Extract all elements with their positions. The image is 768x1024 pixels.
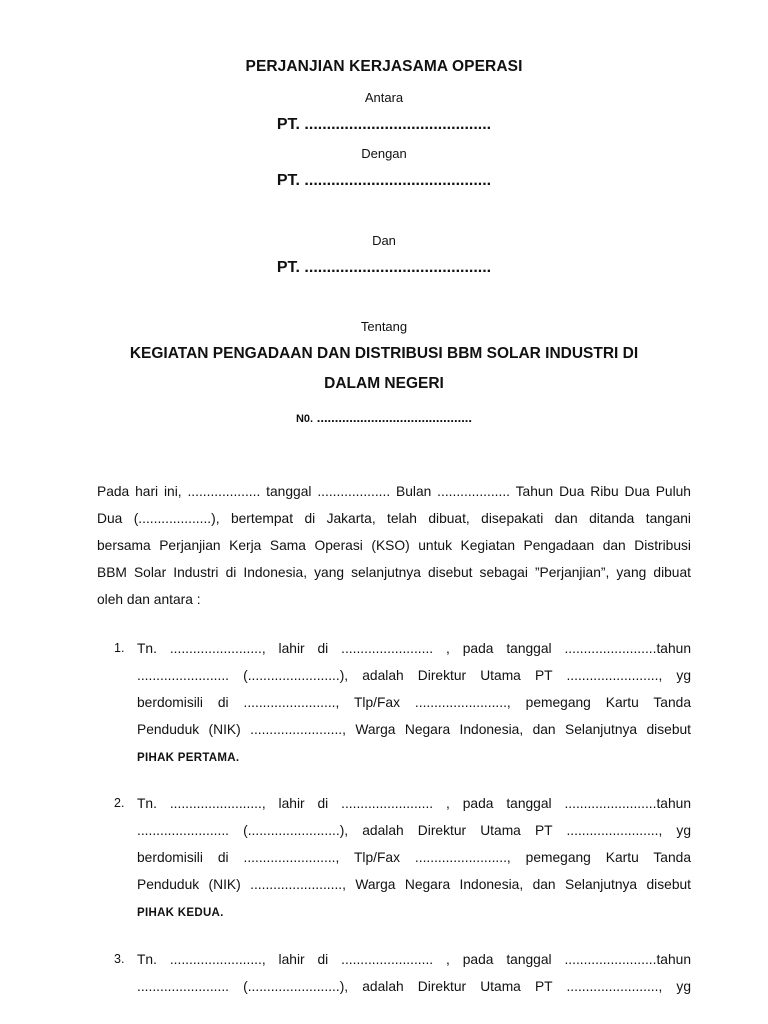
party-designation-line bbox=[137, 743, 691, 770]
party-designation-line bbox=[137, 898, 691, 925]
subject-line-2: DALAM NEGERI bbox=[324, 375, 444, 392]
list-number: 1. bbox=[114, 641, 125, 655]
party-line: Tn. ........................, lahir di ........................ , pada tanggal ........................tahun bbox=[137, 641, 691, 656]
party-1-name: PT. .......................................... bbox=[276, 116, 492, 133]
document-number-dots: ........................................... bbox=[316, 410, 473, 425]
party-line: Penduduk (NIK) ........................, Warga Negara Indonesia, dan Selanjutnya disebut bbox=[137, 877, 691, 892]
party-2-description bbox=[137, 790, 691, 925]
document-title: PERJANJIAN KERJASAMA OPERASI bbox=[245, 58, 523, 75]
intro-line: bersama Perjanjian Kerja Sama Operasi (KSO) untuk Kegiatan Pengadaan dan Distribusi bbox=[97, 538, 691, 553]
party-designation: PIHAK KEDUA. bbox=[137, 907, 224, 919]
party-designation: PIHAK PERTAMA. bbox=[137, 752, 240, 764]
intro-line: oleh dan antara : bbox=[97, 592, 201, 607]
party-1-description bbox=[137, 635, 691, 770]
party-line: ........................ (........................), adalah Direktur Utama PT ........................, yg bbox=[137, 668, 691, 683]
intro-paragraph bbox=[97, 478, 691, 613]
list-number: 3. bbox=[114, 952, 125, 966]
document-number bbox=[0, 410, 768, 425]
list-number: 2. bbox=[114, 796, 125, 810]
intro-line: Dua (...................), bertempat di Jakarta, telah dibuat, disepakati dan ditanda tangani bbox=[97, 511, 691, 526]
document-number-prefix: N0. bbox=[295, 413, 314, 425]
intro-line: BBM Solar Industri di Indonesia, yang selanjutnya disebut sebagai ”Perjanjian”, yang dibuat bbox=[97, 565, 691, 580]
dan-label: Dan bbox=[372, 233, 396, 248]
party-line: ........................ (........................), adalah Direktur Utama PT ........................, yg bbox=[137, 823, 691, 838]
party-line: berdomisili di ........................, Tlp/Fax ........................, pemegang Kartu Tanda bbox=[137, 695, 691, 710]
antara-label: Antara bbox=[364, 90, 404, 105]
party-line: Tn. ........................, lahir di ........................ , pada tanggal ........................tahun bbox=[137, 952, 691, 967]
party-line: Tn. ........................, lahir di ........................ , pada tanggal ........................tahun bbox=[137, 796, 691, 811]
party-line: berdomisili di ........................, Tlp/Fax ........................, pemegang Kartu Tanda bbox=[137, 850, 691, 865]
party-3-description bbox=[137, 946, 691, 1000]
party-line: ........................ (........................), adalah Direktur Utama PT ........................, yg bbox=[137, 979, 691, 994]
subject-line-1: KEGIATAN PENGADAAN DAN DISTRIBUSI BBM SOLAR INDUSTRI DI bbox=[129, 345, 639, 362]
party-3-name: PT. .......................................... bbox=[276, 259, 492, 276]
tentang-label: Tentang bbox=[360, 319, 408, 334]
party-2-name: PT. .......................................... bbox=[276, 172, 492, 189]
intro-line: Pada hari ini, ................... tanggal ................... Bulan ................... Tahun Dua Ribu Dua Puluh bbox=[97, 484, 691, 499]
dengan-label: Dengan bbox=[361, 146, 407, 161]
party-line: Penduduk (NIK) ........................, Warga Negara Indonesia, dan Selanjutnya disebut bbox=[137, 722, 691, 737]
